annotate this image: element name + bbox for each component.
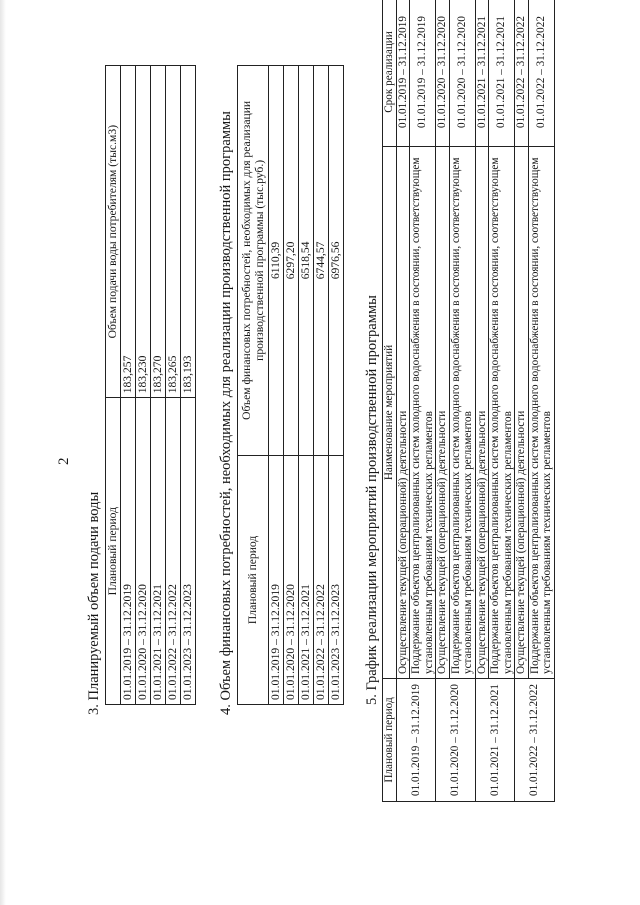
activity-cell: Осуществление текущей (операционной) деятельности [396,147,410,679]
term-cell: 01.01.2021 – 31.12.2021 [475,0,489,147]
period-cell: 01.01.2020 – 31.12.2020 [136,398,151,705]
section3-title: 3. Планируемый объем подачи воды [86,491,102,715]
value-cell: 6110,39 [269,66,284,456]
scan-edge [0,0,6,905]
term-cell: 01.01.2021 – 31.12.2021 [489,0,515,147]
column-header: Срок реализации [383,0,397,147]
column-header: Объем финансовых потребностей, необходимых для реализации производственной программы (тыс.руб.) [238,66,269,456]
value-cell: 6744,57 [314,66,329,456]
activity-cell: Поддержание объектов централизованных систем холодного водоснабжения в состоянии, соответствующем установленным требованиям технических регламентов [489,147,515,679]
table-header-row [106,66,121,705]
table-row [299,66,314,705]
schedule-table [382,0,555,802]
page-number: 2 [56,457,72,465]
period-cell: 01.01.2022 – 31.12.2022 [314,455,329,704]
period-cell: 01.01.2023 – 31.12.2023 [181,398,196,705]
table-row [515,0,529,802]
value-cell: 183,265 [166,66,181,398]
table-row [121,66,136,705]
term-cell: 01.01.2020 – 31.12.2020 [436,0,450,147]
value-cell: 6297,20 [284,66,299,456]
period-cell: 01.01.2022 – 31.12.2022 [515,679,555,802]
period-cell: 01.01.2019 – 31.12.2019 [121,398,136,705]
table-header-row [383,0,397,802]
period-cell: 01.01.2020 – 31.12.2020 [284,455,299,704]
term-cell: 01.01.2022 – 31.12.2022 [515,0,529,147]
table-row [475,0,489,802]
table-row [136,66,151,705]
period-cell: 01.01.2021 – 31.12.2021 [475,679,515,802]
table-row [284,66,299,705]
term-cell: 01.01.2022 – 31.12.2022 [528,0,554,147]
table-row [436,0,450,802]
column-header: Плановый период [238,455,269,704]
value-cell: 183,257 [121,66,136,398]
table-row [181,66,196,705]
activity-cell: Поддержание объектов централизованных систем холодного водоснабжения в состоянии, соответствующем установленным требованиям технических регламентов [528,147,554,679]
table-row [314,66,329,705]
column-header: Объем подачи воды потребителям (тыс.м3) [106,66,121,398]
water-volume-table [105,65,196,705]
section5-title: 5. График реализации мероприятий производственной программы [364,295,380,705]
table-row [396,0,410,802]
period-cell: 01.01.2019 – 31.12.2019 [269,455,284,704]
table-header-row [238,66,269,705]
value-cell: 183,270 [151,66,166,398]
activity-cell: Поддержание объектов централизованных систем холодного водоснабжения в состоянии, соответствующем установленным требованиям технических регламентов [449,147,475,679]
term-cell: 01.01.2020 – 31.12.2020 [449,0,475,147]
period-cell: 01.01.2023 – 31.12.2023 [329,455,344,704]
period-cell: 01.01.2021 – 31.12.2021 [151,398,166,705]
activity-cell: Поддержание объектов централизованных систем холодного водоснабжения в состоянии, соответствующем установленным требованиям технических регламентов [410,147,436,679]
section4-title: 4. Объем финансовых потребностей, необходимых для реализации производственной программы [218,111,234,715]
period-cell: 01.01.2021 – 31.12.2021 [299,455,314,704]
period-cell: 01.01.2022 – 31.12.2022 [166,398,181,705]
term-cell: 01.01.2019 – 31.12.2019 [396,0,410,147]
column-header: Плановый период [383,679,397,802]
value-cell: 6518,54 [299,66,314,456]
activity-cell: Осуществление текущей (операционной) деятельности [475,147,489,679]
column-header: Плановый период [106,398,121,705]
activity-cell: Осуществление текущей (операционной) деятельности [515,147,529,679]
value-cell: 6976,56 [329,66,344,456]
table-row [166,66,181,705]
term-cell: 01.01.2019 – 31.12.2019 [410,0,436,147]
finance-table [237,65,344,705]
value-cell: 183,230 [136,66,151,398]
table-row [151,66,166,705]
value-cell: 183,193 [181,66,196,398]
period-cell: 01.01.2019 – 31.12.2019 [396,679,436,802]
period-cell: 01.01.2020 – 31.12.2020 [436,679,476,802]
table-row [269,66,284,705]
column-header: Наименование мероприятий [383,147,397,679]
table-row [329,66,344,705]
activity-cell: Осуществление текущей (операционной) деятельности [436,147,450,679]
